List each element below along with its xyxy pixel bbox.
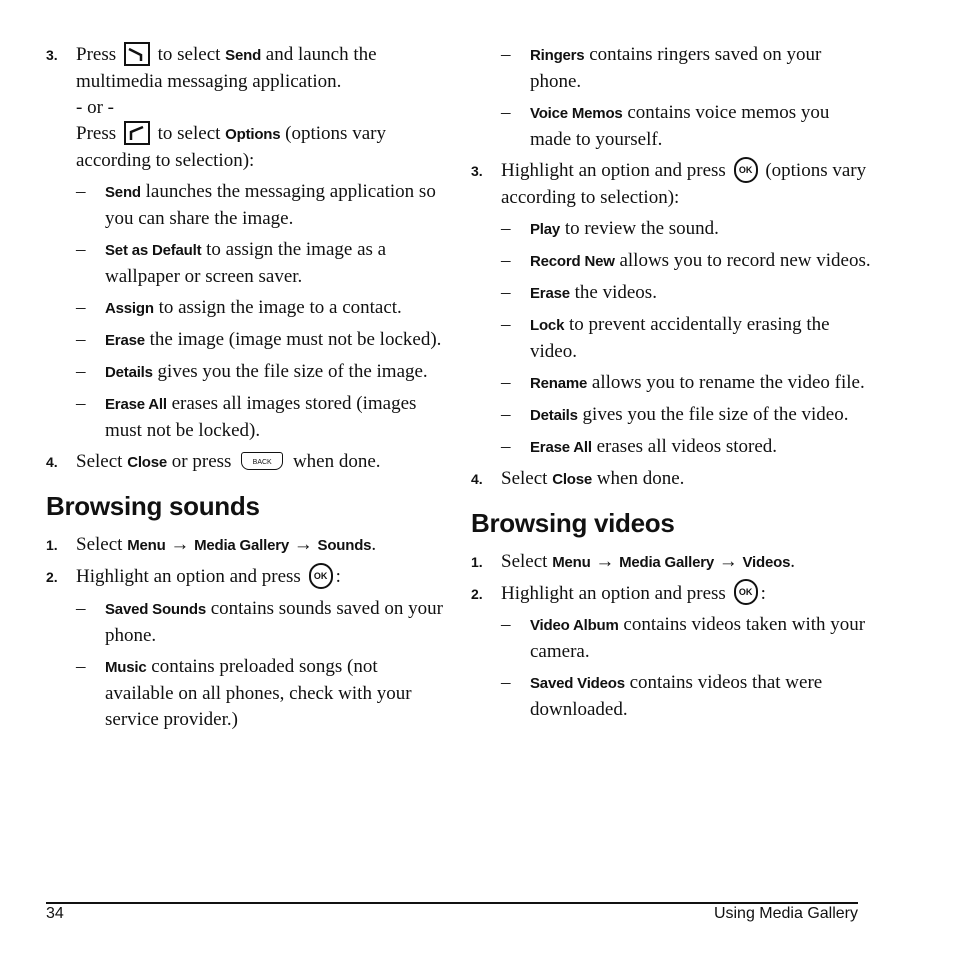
item-text: contains ringers saved on your phone. (530, 44, 822, 92)
keyword: Close (552, 470, 593, 488)
list-item (471, 612, 871, 665)
keyword: Saved Videos (530, 675, 625, 693)
keyword: Media Gallery (619, 553, 715, 571)
step-text: to select (152, 123, 226, 144)
keyword: Menu (127, 537, 166, 554)
keyword: Details (530, 406, 578, 424)
dash: – (76, 239, 86, 260)
keyword: Send (105, 184, 141, 201)
item-text: to assign the image as a wallpaper or screen saver. (105, 239, 387, 287)
step-number: 2. (471, 585, 483, 602)
sounds-step-2 (46, 564, 446, 591)
step-text: Select (501, 467, 553, 489)
step-text: (options vary according to selection): (501, 160, 867, 208)
list-item (471, 370, 871, 397)
arrow: → (165, 534, 195, 555)
dash: – (76, 297, 86, 318)
step-text: Select (76, 534, 128, 555)
item-text: erases all images stored (images must not be locked). (105, 393, 417, 441)
dash: – (76, 181, 86, 202)
keyword: Set as Default (105, 242, 202, 259)
keyword: Videos (742, 553, 791, 571)
list-item (46, 327, 446, 354)
step-text: or press (167, 451, 237, 472)
list-item (471, 434, 871, 461)
back-key-icon: BACK (241, 452, 283, 470)
item-text: erases all videos stored. (591, 435, 778, 457)
list-item (46, 179, 446, 232)
page-number: 34 (46, 905, 64, 922)
arrow: → (590, 550, 620, 572)
sounds-step-3 (471, 158, 871, 211)
list-item (471, 216, 871, 243)
footer-rule (46, 902, 858, 904)
dash: – (501, 403, 511, 425)
dash: – (76, 597, 86, 619)
dash: – (501, 217, 511, 239)
heading-browsing-sounds: Browsing sounds (46, 491, 260, 521)
step-number: 3. (471, 163, 483, 179)
dash: – (76, 655, 86, 677)
step-text: Highlight an option and press (501, 582, 731, 604)
keyword: Erase (530, 284, 570, 302)
keyword: Media Gallery (194, 537, 290, 554)
item-text: launches the messaging application so you can share the image. (105, 181, 436, 229)
videos-step-1 (471, 549, 871, 576)
keyword: Saved Sounds (105, 600, 206, 618)
arrow: → (714, 550, 743, 572)
dash: – (501, 435, 511, 457)
keyword: Erase (105, 332, 145, 349)
dash: – (501, 102, 511, 123)
heading-browsing-videos: Browsing videos (471, 507, 675, 538)
left-softkey-icon (124, 121, 150, 145)
step-text: . (371, 534, 377, 555)
dash: – (501, 44, 511, 65)
dash: – (76, 329, 86, 350)
list-item (471, 312, 871, 365)
list-item (46, 295, 446, 322)
list-item (46, 237, 446, 290)
right-column (471, 42, 871, 728)
item-text: the image (image must not be locked). (144, 329, 442, 350)
keyword: Ringers (530, 47, 585, 64)
step-text: Select (76, 451, 128, 472)
step-text: Select (501, 550, 553, 572)
list-item (471, 402, 871, 429)
dash: – (501, 249, 511, 271)
item-text: to prevent accidentally erasing the video. (530, 313, 830, 362)
chapter-title: Using Media Gallery (713, 905, 858, 922)
step-number: 1. (46, 537, 58, 553)
item-text: gives you the file size of the image. (152, 361, 428, 382)
step-number: 3. (46, 47, 58, 63)
step-4 (46, 449, 446, 476)
item-text: allows you to rename the video file. (587, 371, 865, 393)
keyword: Erase All (105, 396, 167, 413)
step-number: 1. (471, 553, 483, 570)
ok-key-icon: OK (734, 579, 758, 605)
keyword: Assign (105, 300, 154, 317)
item-text: contains videos that were downloaded. (530, 672, 823, 721)
ok-key-icon: OK (734, 157, 758, 183)
list-item (46, 654, 446, 733)
left-column (46, 42, 446, 738)
keyword: Menu (552, 553, 591, 571)
videos-step-2 (471, 581, 871, 608)
item-text: gives you the file size of the video. (577, 403, 849, 425)
item-text: to review the sound. (560, 217, 719, 239)
list-item (46, 359, 446, 386)
keyword: Music (105, 658, 147, 676)
sounds-step-1 (46, 532, 446, 559)
step-number: 4. (46, 454, 58, 470)
keyword: Video Album (530, 617, 619, 635)
list-item (471, 100, 871, 153)
step-text: and launch the multimedia messaging application. (76, 44, 377, 92)
sounds-step-4 (471, 466, 871, 493)
dash: – (501, 313, 511, 335)
step-number: 4. (471, 470, 483, 487)
item-text: contains videos taken with your camera. (530, 614, 866, 663)
step-text: Press (76, 44, 117, 65)
dash: – (501, 672, 511, 694)
keyword: Voice Memos (530, 105, 623, 122)
item-text: allows you to record new videos. (614, 249, 871, 271)
or-separator: - or - (76, 97, 114, 118)
dash: – (501, 281, 511, 303)
step-number: 2. (46, 569, 58, 585)
list-item (471, 42, 871, 95)
item-text: contains preloaded songs (not available on all phones, check with your service provider.) (105, 655, 412, 730)
list-item (46, 391, 446, 444)
list-item (471, 280, 871, 307)
step-text: : (760, 582, 766, 604)
keyword: Details (105, 364, 153, 381)
keyword: Rename (530, 374, 588, 392)
keyword: Send (225, 47, 262, 64)
dash: – (501, 371, 511, 393)
list-item (471, 248, 871, 275)
step-text: : (335, 566, 341, 587)
keyword: Play (530, 220, 561, 238)
keyword: Close (127, 454, 168, 471)
keyword: Sounds (317, 537, 372, 554)
step-text: to select (152, 44, 226, 65)
step-text: Highlight an option and press (501, 160, 731, 181)
item-text: the videos. (569, 281, 657, 303)
keyword: Erase All (530, 438, 592, 456)
step-3 (46, 42, 446, 174)
list-item (471, 670, 871, 723)
dash: – (501, 614, 511, 636)
item-text: contains sounds saved on your phone. (105, 597, 443, 646)
item-text: to assign the image to a contact. (153, 297, 402, 318)
step-text: (options vary according to selection): (76, 123, 386, 171)
item-text: contains voice memos you made to yourself. (530, 102, 830, 150)
ok-key-icon: OK (309, 563, 333, 589)
step-text: Press (76, 123, 117, 144)
keyword: Lock (530, 316, 565, 334)
step-text: when done. (592, 467, 685, 489)
dash: – (76, 361, 86, 382)
keyword: Options (225, 126, 281, 143)
dash: – (76, 393, 86, 414)
step-text: Highlight an option and press (76, 566, 306, 587)
list-item (46, 596, 446, 649)
arrow: → (289, 534, 318, 555)
keyword: Record New (530, 252, 615, 270)
step-text: when done. (288, 451, 381, 472)
step-text: . (790, 550, 795, 572)
right-softkey-icon (124, 42, 150, 66)
